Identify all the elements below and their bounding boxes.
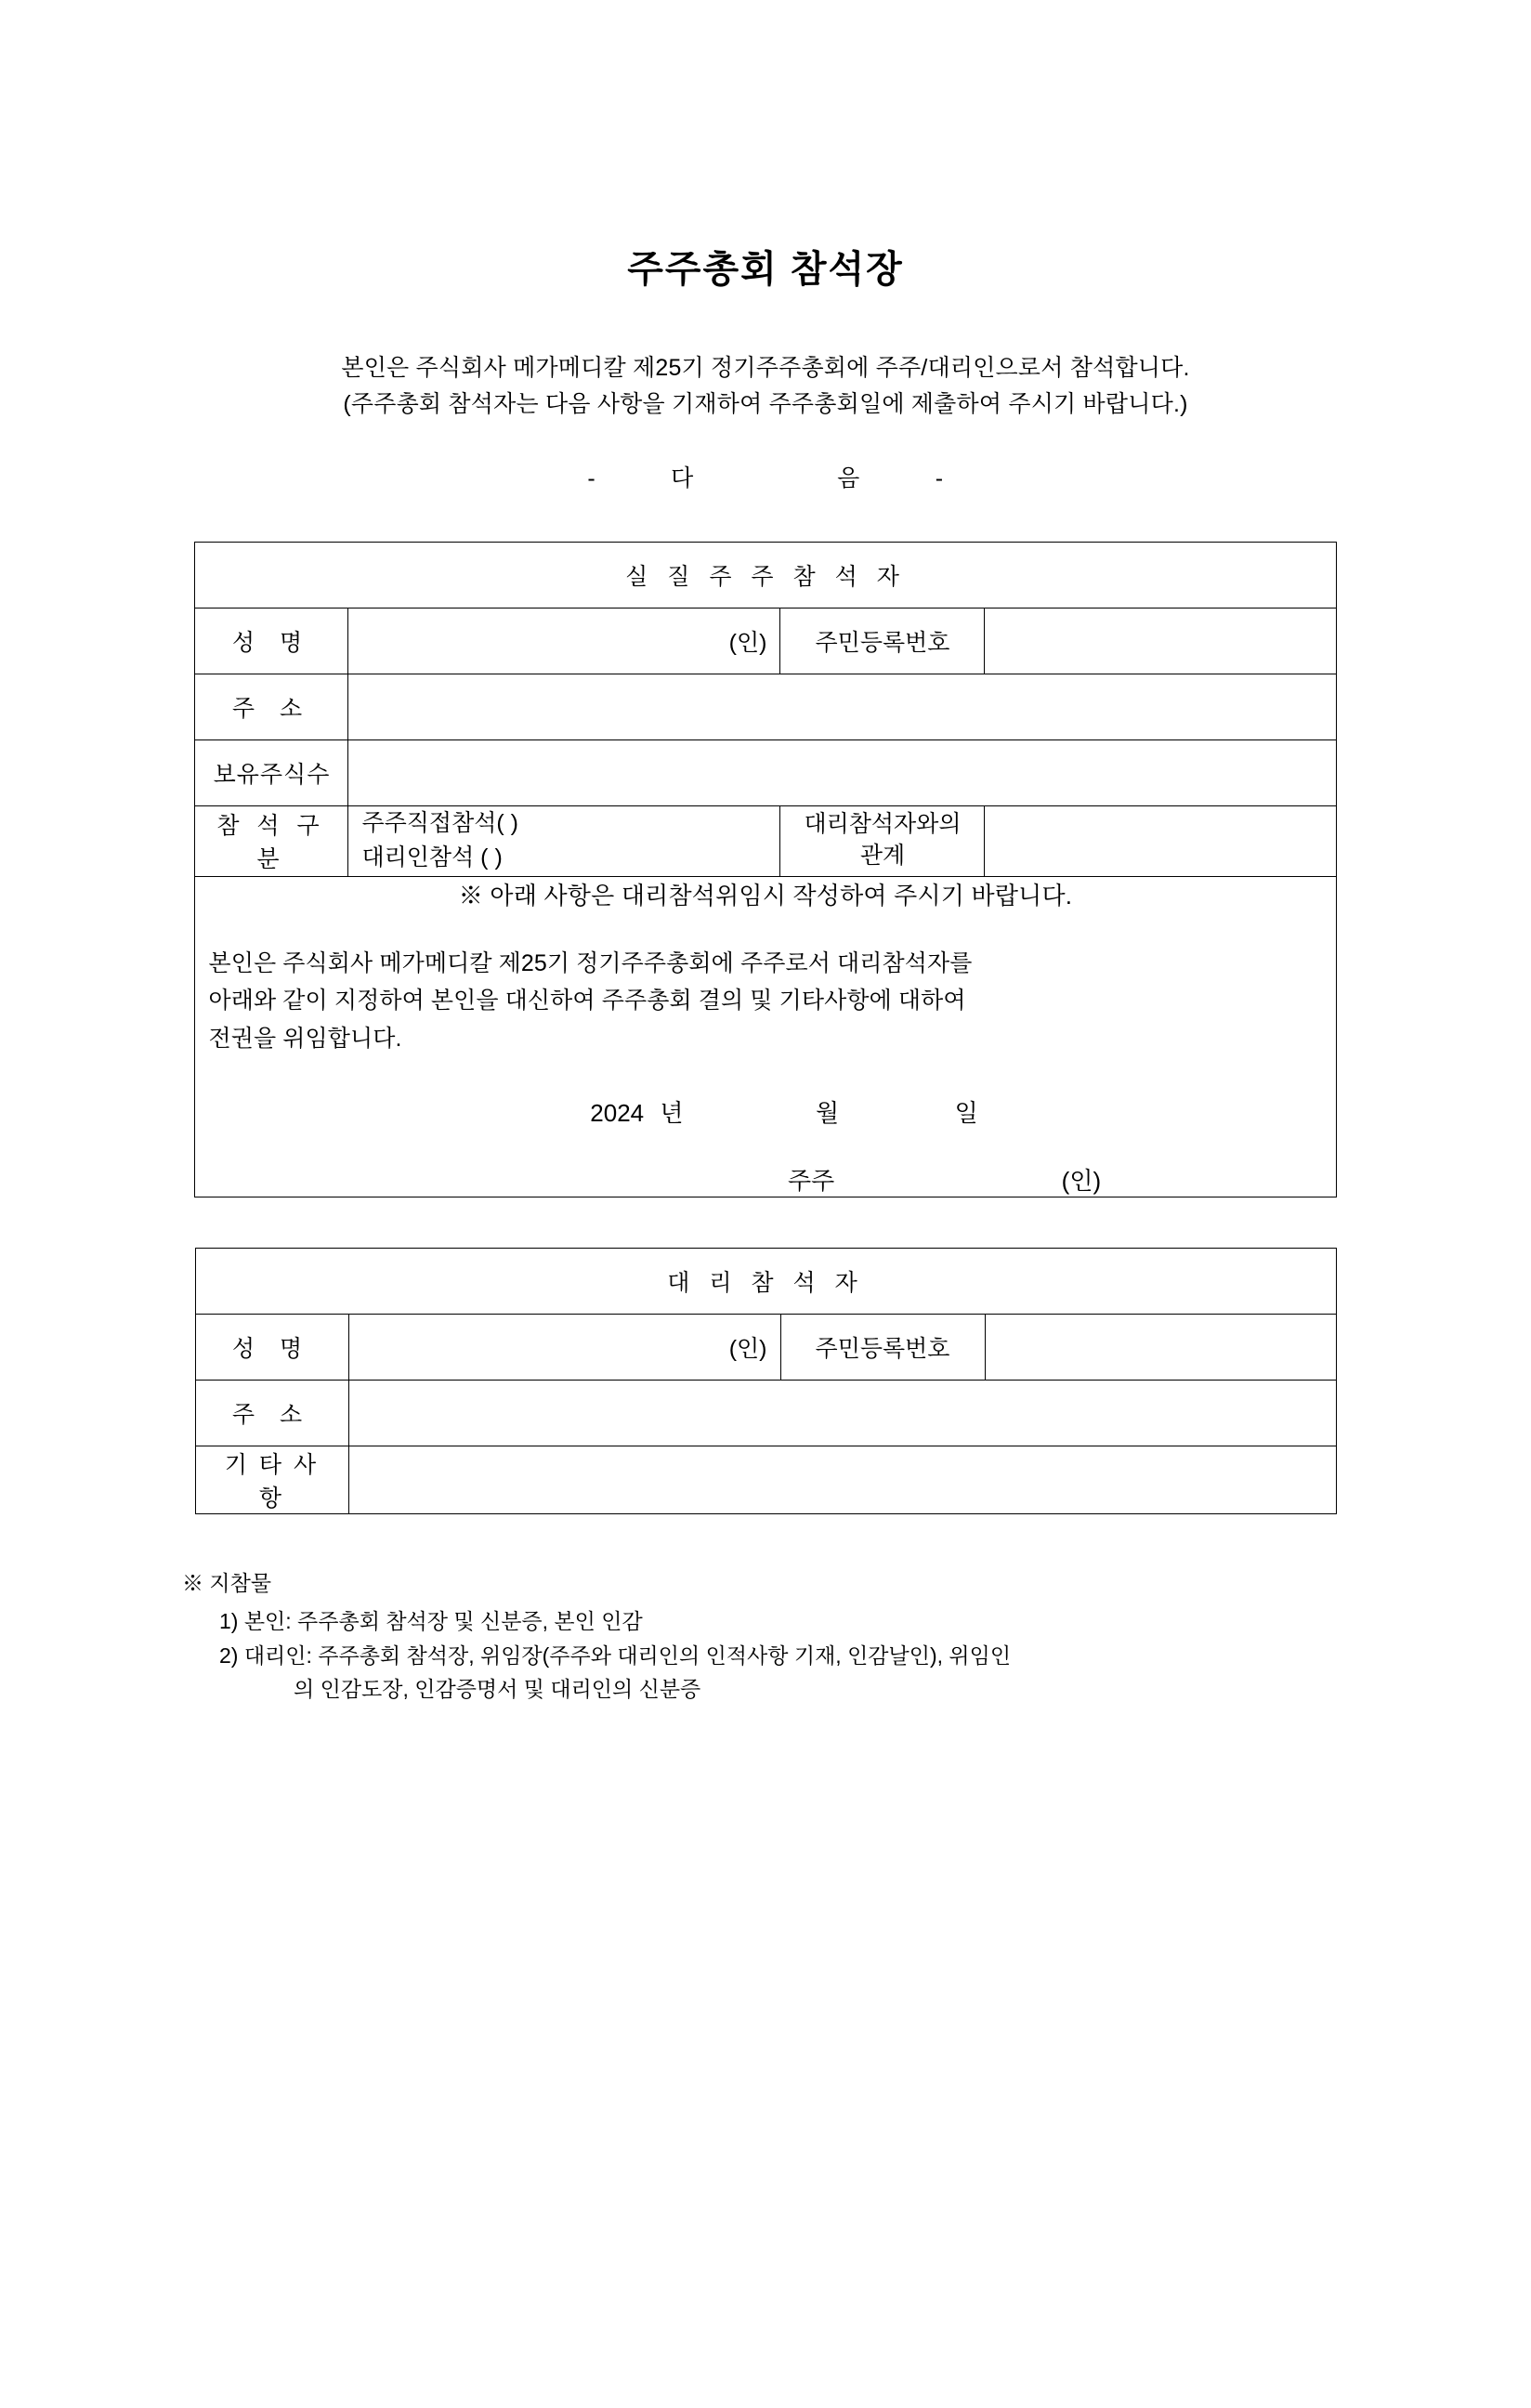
label-proxy-rrn: 주민등록번호: [780, 1315, 985, 1381]
document-page: [0, 240, 1531, 2408]
field-attendance-type[interactable]: [348, 805, 780, 876]
intro-line-1: 본인은 주식회사 메가메디칼 제25기 정기주주총회에 주주/대리인으로서 참석합니다.: [341, 355, 1190, 381]
field-proxy-etc-value[interactable]: [348, 1446, 1336, 1514]
field-proxy-rrn-value[interactable]: [985, 1315, 1336, 1381]
field-proxy-name-value[interactable]: (인): [348, 1315, 780, 1381]
proxy-notice-line-2: 아래와 같이 지정하여 본인을 대신하여 주주총회 결의 및 기타사항에 대하여: [208, 988, 966, 1014]
delegation-date-line: [208, 1094, 1322, 1129]
signature-seal-mark: (인): [1061, 1167, 1102, 1195]
date-day-unit: 일: [954, 1099, 978, 1127]
label-proxy-name: 성 명: [195, 1315, 348, 1381]
attendance-type-direct[interactable]: 주주직접참석( ): [361, 809, 518, 836]
table-header-shareholder: 실 질 주 주 참 석 자: [195, 542, 1336, 608]
field-address-value[interactable]: [348, 674, 1336, 739]
daum-char-da: 다: [671, 465, 694, 491]
date-month-unit: 월: [815, 1099, 840, 1127]
label-relation-line-1: 대리참석자와의: [804, 811, 962, 838]
daum-dash-left: -: [587, 465, 596, 491]
table-row: [195, 1381, 1336, 1446]
date-year-unit: 년: [660, 1099, 684, 1127]
proxy-attendee-table: [195, 1248, 1337, 1514]
field-shares-value[interactable]: [348, 739, 1336, 805]
label-name: 성 명: [195, 608, 348, 674]
label-relation-line-2: 관계: [859, 843, 906, 869]
label-rrn: 주민등록번호: [780, 608, 985, 674]
intro-line-2: (주주총회 참석자는 다음 사항을 기재하여 주주총회일에 제출하여 주시기 바랍니다.): [343, 390, 1188, 417]
table-row: [195, 1446, 1336, 1514]
table-row: [195, 608, 1336, 674]
field-rrn-value[interactable]: [985, 608, 1336, 674]
footnote-item-2-continued: 의 인감도장, 인감증명서 및 대리인의 신분증: [294, 1677, 701, 1702]
table-row: [195, 542, 1336, 608]
label-attendance-type: 참 석 구 분: [195, 805, 348, 876]
footnote-section: [0, 1566, 1531, 1707]
proxy-notice-title: ※ 아래 사항은 대리참석위임시 작성하여 주시기 바랍니다.: [458, 881, 1073, 910]
label-relation: [780, 805, 985, 876]
label-proxy-address: 주 소: [195, 1381, 348, 1446]
label-shares: 보유주식수: [195, 739, 348, 805]
proxy-notice-line-3: 전권을 위임합니다.: [208, 1025, 402, 1052]
daum-divider: [0, 460, 1531, 493]
table-row: [195, 1315, 1336, 1381]
table-row: [195, 739, 1336, 805]
field-name-value[interactable]: (인): [348, 608, 780, 674]
proxy-notice-line-1: 본인은 주식회사 메가메디칼 제25기 정기주주총회에 주주로서 대리참석자를: [208, 949, 973, 976]
attendance-type-proxy[interactable]: 대리인참석 ( ): [361, 844, 503, 870]
proxy-delegation-block: [195, 876, 1336, 1197]
daum-char-eum: 음: [837, 465, 860, 491]
delegation-signature-line: [208, 1162, 1322, 1197]
date-year-value[interactable]: 2024: [590, 1099, 645, 1127]
label-address: 주 소: [195, 674, 348, 739]
daum-dash-right: -: [935, 465, 944, 491]
footnote-item-1: 1) 본인: 주주총회 참석장 및 신분증, 본인 인감: [219, 1608, 643, 1633]
page-title: 주주총회 참석장: [627, 249, 904, 290]
field-relation-value[interactable]: [985, 805, 1336, 876]
intro-paragraph: [0, 350, 1531, 423]
proxy-notice-body: [208, 945, 1322, 1058]
table-row: [195, 876, 1336, 1197]
signature-label-shareholder: 주주: [787, 1167, 835, 1195]
label-proxy-etc: 기 타 사 항: [195, 1446, 348, 1514]
footnote-item-2: 2) 대리인: 주주총회 참석장, 위임장(주주와 대리인의 인적사항 기재, 인감날인), 위임인: [219, 1642, 1012, 1668]
field-proxy-address-value[interactable]: [348, 1381, 1336, 1446]
table-row: [195, 1249, 1336, 1315]
table-row: [195, 674, 1336, 739]
table-header-proxy: 대 리 참 석 자: [195, 1249, 1336, 1315]
shareholder-attendee-table: [194, 542, 1336, 1198]
footnote-title: ※ 지참물: [182, 1571, 272, 1595]
table-row: [195, 805, 1336, 876]
